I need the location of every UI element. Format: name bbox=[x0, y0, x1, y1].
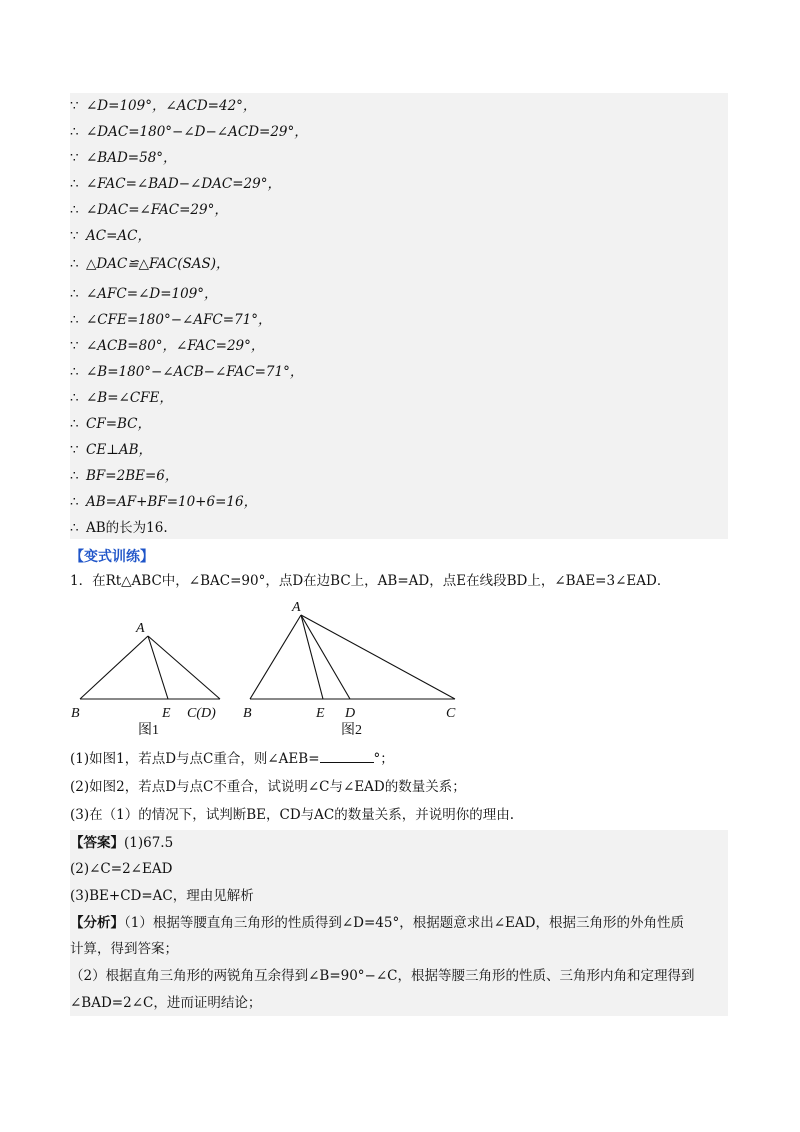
proof-line: ∵ CE⊥AB， bbox=[70, 442, 153, 458]
proof-line: ∴ ∠DAC=180°−∠D−∠ACD=29°， bbox=[70, 124, 308, 140]
geometry-figures bbox=[0, 595, 800, 745]
analysis-1-cont: 计算，得到答案； bbox=[70, 941, 178, 957]
fig1-label-cd: C(D) bbox=[187, 706, 216, 721]
fig1-label-e: E bbox=[162, 706, 171, 721]
fig2-caption: 图2 bbox=[341, 723, 362, 738]
figure-1 bbox=[80, 636, 220, 699]
analysis-2-cont: ∠BAD=2∠C，进而证明结论； bbox=[70, 995, 262, 1011]
proof-line: ∵ ∠BAD=58°， bbox=[70, 150, 177, 166]
answer-3: (3)BE+CD=AC，理由见解析 bbox=[70, 888, 254, 904]
problem-stem: 1．在Rt△ABC中，∠BAC=90°，点D在边BC上，AB=AD，点E在线段BD上，∠BAE=3∠EAD． bbox=[70, 573, 671, 589]
figure-2 bbox=[250, 615, 455, 699]
fig1-caption: 图1 bbox=[138, 723, 159, 738]
proof-line: ∴ ∠B=180°−∠ACB−∠FAC=71°， bbox=[70, 364, 304, 380]
question-3: (3)在（1）的情况下，试判断BE，CD与AC的数量关系，并说明你的理由. bbox=[70, 807, 515, 823]
answer-2: (2)∠C=2∠EAD bbox=[70, 861, 173, 877]
fig2-segment-ad bbox=[301, 615, 350, 699]
proof-line: ∴ ∠DAC=∠FAC=29°， bbox=[70, 202, 228, 218]
proof-line: ∵ AC=AC， bbox=[70, 228, 151, 244]
fig2-label-a: A bbox=[292, 600, 301, 615]
answer-1: 【答案】(1)67.5 bbox=[70, 835, 174, 851]
proof-line: ∴ BF=2BE=6， bbox=[70, 468, 179, 484]
answer-blank[interactable] bbox=[320, 750, 374, 763]
fig2-label-d: D bbox=[345, 706, 356, 721]
fig1-label-b: B bbox=[71, 706, 80, 721]
fig2-segment-ac bbox=[301, 615, 455, 699]
proof-line: ∴ ∠AFC=∠D=109°， bbox=[70, 286, 218, 302]
proof-line: ∴ CF=BC， bbox=[70, 416, 152, 432]
section-heading: 【变式训练】 bbox=[70, 549, 154, 565]
proof-line: ∴ ∠B=∠CFE， bbox=[70, 390, 173, 406]
fig2-label-c: C bbox=[446, 706, 456, 721]
analysis-1: 【分析】（1）根据等腰直角三角形的性质得到∠D=45°，根据题意求出∠EAD，根据三角形的外角性质 bbox=[70, 915, 684, 931]
fig1-segment-ac bbox=[148, 636, 220, 699]
question-1: (1)如图1，若点D与点C重合，则∠AEB= °； bbox=[70, 751, 394, 767]
fig2-label-b: B bbox=[243, 706, 252, 721]
proof-line: ∴ ∠CFE=180°−∠AFC=71°， bbox=[70, 312, 272, 328]
question-2: (2)如图2，若点D与点C不重合，试说明∠C与∠EAD的数量关系； bbox=[70, 779, 466, 795]
proof-line: ∴ ∠FAC=∠BAD−∠DAC=29°， bbox=[70, 176, 281, 192]
proof-line: ∵ ∠ACB=80°，∠FAC=29°， bbox=[70, 338, 265, 354]
proof-line: ∴ △DAC≌△FAC(SAS)， bbox=[70, 256, 230, 272]
analysis-2: （2）根据直角三角形的两锐角互余得到∠B=90°−∠C，根据等腰三角形的性质、三角形内角和定理得到 bbox=[70, 968, 695, 984]
proof-line: ∴ AB的长为16. bbox=[70, 520, 168, 536]
fig1-segment-ab bbox=[80, 636, 148, 699]
fig1-label-a: A bbox=[136, 621, 145, 636]
fig2-label-e: E bbox=[316, 706, 325, 721]
proof-line: ∴ AB=AF+BF=10+6=16， bbox=[70, 494, 258, 510]
fig2-segment-ae bbox=[301, 615, 323, 699]
fig2-segment-ab bbox=[250, 615, 301, 699]
proof-line: ∵ ∠D=109°，∠ACD=42°， bbox=[70, 98, 257, 114]
